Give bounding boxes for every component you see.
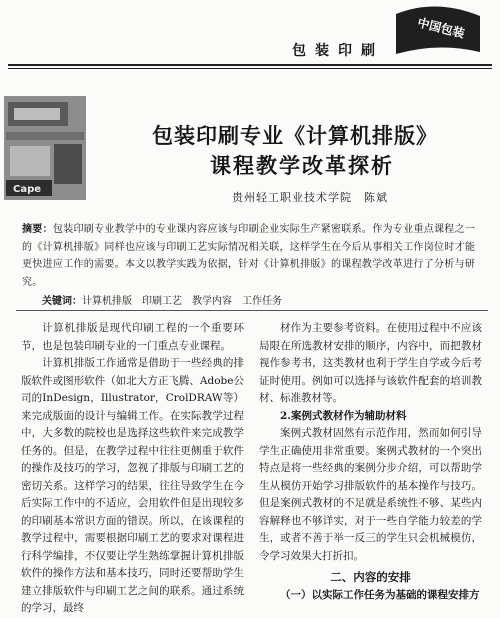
badge-text: 中国包装 <box>415 15 466 41</box>
body-column-left <box>21 320 244 618</box>
abstract-divider <box>16 310 488 311</box>
article-title-line2: 课程教学改革探析 <box>210 153 394 178</box>
header-rule <box>8 64 492 66</box>
section-title: 包装印刷 <box>292 43 384 59</box>
body-paragraph: 案例式教材固然有示范作用，然而如何引导学生正确使用非常重要。案例式教材的一个突出特点是将一些经典的案例分步介绍，可以帮助学生从模仿开始学习排版软件的基本操作与技巧。但是案例式教材的不足就是系统性不够、某些内容解释也不够详实，对于一些自学能力较差的学生，或者不善于举一反三的学生只会机械模仿，令学习效果大打折扣。 <box>259 427 482 562</box>
body-paragraph: 计算机排版是现代印刷工程的一个重要环节，也是包装印刷专业的一门重点专业课程。 <box>21 322 244 352</box>
article-title-line1: 包装印刷专业《计算机排版》 <box>152 123 438 148</box>
section-heading: 二、内容的安排 <box>330 570 411 584</box>
body-paragraph: 材作为主要参考资料。在使用过程中不应该局限在所选教材安排的顺序，内容中，而把教材视作参考书，这类教材也利于学生自学或今后考证时使用。例如可以选择与该软件配套的培训教材、标准教材等。 <box>259 322 482 404</box>
subheading: 2.案例式教材作为辅助材料 <box>280 409 407 422</box>
journal-header <box>0 0 500 80</box>
keywords <box>42 292 282 307</box>
article-photo <box>4 96 86 200</box>
abstract-text: 包装印刷专业教学中的专业课内容应该与印刷企业实际生产紧密联系。作为专业重点课程之一的《计算机排版》同样也应该与印刷工艺实际情况相关联，这样学生在今后从事相关工作岗位时才能更快进应工作的需要。本文以教学实践为依据，针对《计算机排版》的课程教学改革进行了分析与研究。 <box>22 224 476 288</box>
abstract <box>22 221 480 291</box>
keywords-label: 关键词： <box>42 296 82 307</box>
body-column-right <box>259 320 482 604</box>
journal-badge <box>388 2 488 60</box>
abstract-label: 摘要： <box>22 224 53 235</box>
header-rule-thin <box>8 68 492 69</box>
photo-label: Cape <box>13 184 42 195</box>
article-author: 贵州轻工职业技术学院 陈斌 <box>232 191 388 204</box>
keywords-text: 计算机排版 印刷工艺 教学内容 工作任务 <box>82 296 282 307</box>
subheading: （一）以实际工作任务为基础的课程安排方 <box>280 588 480 601</box>
body-paragraph: 计算机排版工作通常是借助于一些经典的排版软件或图形软件（如北大方正飞腾、Adobe公司的InDesign，Illustrator，CrolDRAW等）来完成版面的设计与编辑工作。在实际教学过程中，大多数的院校也是选择这些软件来完成教学任务的。但是，在教学过程中往往更侧重于软件的操作及技巧的学习，忽视了排版与印刷工艺的密切关系。这样学习的结果，往往导致学生在今后实际工作中的不适应，会用软件但是出现较多的印刷基本常识方面的错误。所以，在该课程的教学过程中，需要根据印刷工艺的要求对课程进行科学编排，不仅要让学生熟练掌握计算机排版软件的操作方法和基本技巧，同时还要帮助学生建立排版软件与印刷工艺之间的联系。通过系统的学习，最终 <box>21 357 244 614</box>
